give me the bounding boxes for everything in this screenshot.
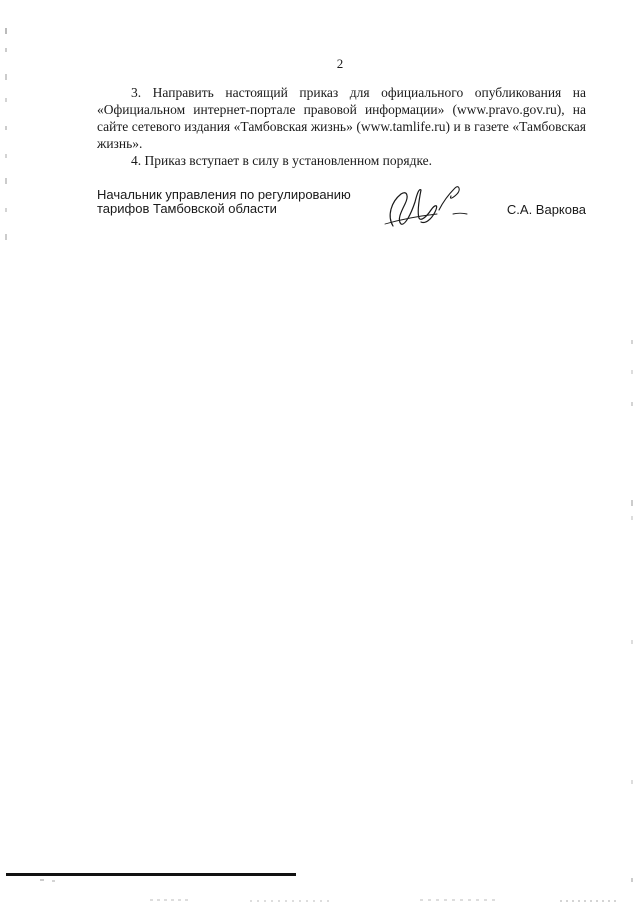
- body-text: [97, 84, 586, 169]
- scan-edge-specks: [0, 878, 640, 905]
- scan-margin-marks-right: [630, 340, 634, 900]
- scan-edge-bar: [6, 873, 296, 876]
- page-number: 2: [336, 56, 344, 71]
- paragraph-publication: 3. Направить настоящий приказ для официального опубликования на «Официальном интернет-портале правовой информации» (www.pravo.gov.ru), на сайте сетевого издания «Тамбовская жизнь» (www.tamlife.ru) и в газете «Тамбовская жизнь».: [97, 85, 586, 151]
- paragraph-effective: 4. Приказ вступает в силу в установленном порядке.: [131, 153, 433, 168]
- signatory-name: С.А. Варкова: [506, 202, 586, 217]
- signatory-title: [97, 188, 377, 216]
- signatory-title-line-2: тарифов Тамбовской области: [97, 201, 277, 216]
- handwritten-signature: [379, 180, 479, 232]
- signature-block: [97, 188, 586, 238]
- signatory-title-line-1: Начальник управления по регулированию: [97, 187, 351, 202]
